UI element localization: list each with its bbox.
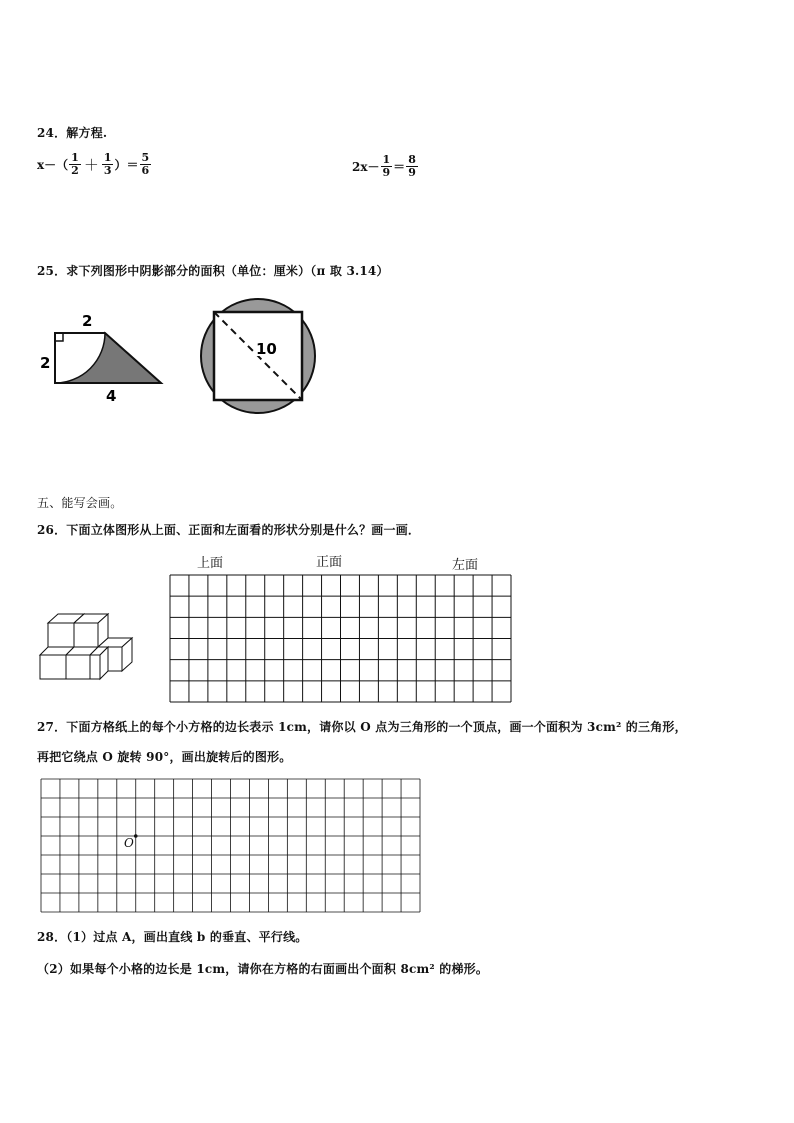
q24-equation-2 <box>352 154 419 179</box>
q26-cube-figure <box>36 606 136 686</box>
q27-line-1: 27．下面方格纸上的每个小方格的边长表示 1cm，请你以 O 点为三角形的一个顶点，画一个面积为 3cm² 的三角形， <box>37 720 687 734</box>
eq2-fraction-1 <box>381 154 393 179</box>
q28-line-1: 28．（1）过点 A，画出直线 b 的垂直、平行线。 <box>37 930 308 944</box>
label-top: 2 <box>82 312 93 330</box>
q25-figure-trapezoid <box>34 305 169 405</box>
label-left: 2 <box>40 354 51 372</box>
right-angle-mark <box>55 333 63 341</box>
eq1-fraction-2 <box>102 152 114 177</box>
label-diagonal: 10 <box>256 340 277 358</box>
eq2-fraction-2 <box>406 154 418 179</box>
section-5-title: 五、能写会画。 <box>37 496 123 510</box>
q27-line-2: 再把它绕点 O 旋转 90°，画出旋转后的图形。 <box>37 750 292 764</box>
denominator: 9 <box>408 166 416 179</box>
numerator: 8 <box>408 153 416 166</box>
q24-title: 24．解方程. <box>37 126 108 140</box>
cube-bottom-3 <box>90 647 108 679</box>
q24-equation-1 <box>37 152 152 177</box>
numerator: 5 <box>141 151 150 164</box>
eq1-prefix: x－（ <box>37 158 69 172</box>
q26-title: 26．下面立体图形从上面、正面和左面看的形状分别是什么？画一画． <box>37 523 421 537</box>
eq2-prefix: 2x－ <box>352 160 380 174</box>
q25-title: 25．求下列图形中阴影部分的面积（单位：厘米）（π 取 3.14） <box>37 264 389 278</box>
point-o[interactable] <box>134 834 138 838</box>
eq1-fraction-3 <box>140 152 152 177</box>
view-label-top: 上面 <box>197 556 224 571</box>
eq1-fraction-1 <box>69 152 81 177</box>
denominator: 9 <box>382 166 391 179</box>
denominator: 2 <box>71 164 79 177</box>
label-bottom: 4 <box>106 387 117 405</box>
numerator: 1 <box>103 151 112 164</box>
q28-line-2: （2）如果每个小格的边长是 1cm，请你在方格的右面画出个面积 8cm² 的梯形。 <box>37 962 489 976</box>
numerator: 1 <box>382 153 391 166</box>
numerator: 1 <box>71 151 79 164</box>
point-o-label: O <box>124 836 134 850</box>
view-label-front: 正面 <box>316 555 343 570</box>
denominator: 6 <box>141 164 150 177</box>
q25-figure-circle-square <box>194 296 324 416</box>
shaded-region <box>55 333 161 383</box>
view-label-left: 左面 <box>452 558 479 573</box>
eq1-plus: ＋ <box>83 156 99 174</box>
eq2-equals: ＝ <box>393 160 406 174</box>
eq1-close: ）＝ <box>114 158 139 172</box>
q26-grid[interactable] <box>169 574 512 703</box>
denominator: 3 <box>103 164 112 177</box>
q27-grid[interactable] <box>40 778 421 913</box>
